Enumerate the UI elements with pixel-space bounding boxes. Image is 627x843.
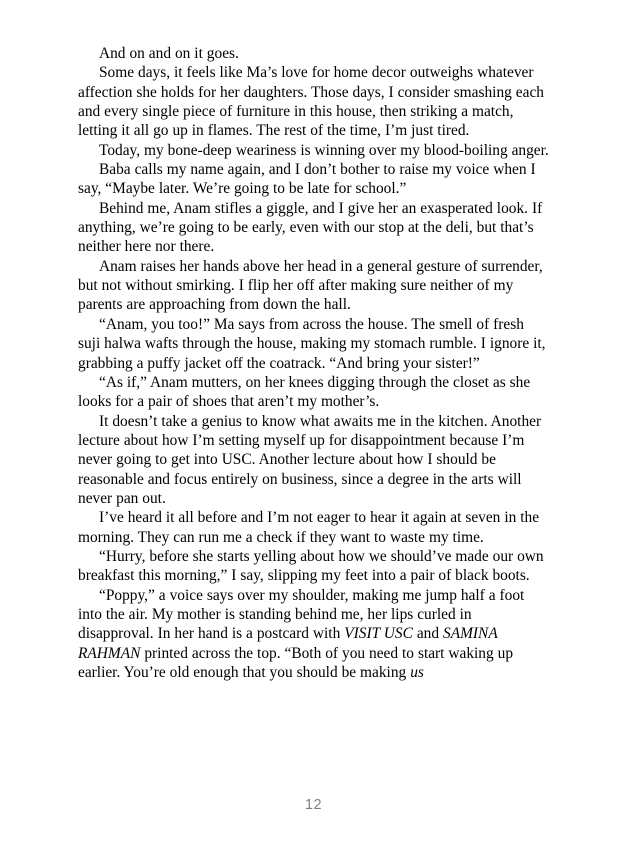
- text-run: Baba calls my name again, and I don’t bother to raise my voice when I say, “Maybe later. We’re going to be late for school.”: [78, 161, 536, 198]
- para-some-days: [78, 63, 549, 140]
- body-text-column: [78, 44, 549, 682]
- para-today-bone-deep: [78, 141, 549, 160]
- text-run: Anam raises her hands above her head in a general gesture of surrender, but not without smirking. I flip her off after making sure neither of my parents are approaching from down the hall.: [78, 257, 543, 314]
- text-run: and: [412, 625, 444, 643]
- text-run: Today, my bone-deep weariness is winning over my blood-boiling anger.: [99, 141, 549, 159]
- text-run: Behind me, Anam stifles a giggle, and I give her an exasperated look. If anything, we’re going to be early, even with our stop at the deli, but that’s neither here nor there.: [78, 199, 543, 256]
- text-run: printed across the top. “Both of you need to start waking up earlier. You’re old enough that you should be making: [78, 644, 514, 681]
- para-hurry-before-she-starts: [78, 547, 549, 586]
- text-run: “Anam, you too!” Ma says from across the house. The smell of fresh suji halwa wafts through the house, making my stomach rumble. I ignore it, grabbing a puffy jacket off the coatrack. “And bring your sister!”: [78, 315, 546, 372]
- para-behind-me-anam: [78, 199, 549, 257]
- text-run: I’ve heard it all before and I’m not eager to hear it again at seven in the morning. They can run me a check if they want to waste my time.: [78, 509, 540, 546]
- para-ive-heard-it-all: [78, 508, 549, 547]
- para-baba-calls: [78, 160, 549, 199]
- text-run: It doesn’t take a genius to know what awaits me in the kitchen. Another lecture about how I’m setting myself up for disappointment because I’m never going to get into USC. Another lecture about how I should be reasonable and focus entirely on business, since a degree in the arts will never pan out.: [78, 412, 542, 507]
- para-doesnt-take-genius: [78, 412, 549, 509]
- italic-run: VISIT USC: [344, 625, 413, 643]
- text-run: “Hurry, before she starts yelling about how we should’ve made our own breakfast this morning,” I say, slipping my feet into a pair of black boots.: [78, 547, 544, 585]
- italic-run: us: [410, 664, 424, 681]
- para-and-on-and-on: [78, 44, 549, 63]
- para-anam-you-too: [78, 315, 549, 373]
- para-as-if-anam-mutters: [78, 373, 549, 412]
- italic-run: SAMINA RAHMAN: [78, 625, 498, 662]
- text-run: And on and on it goes.: [99, 45, 239, 62]
- para-anam-raises-hands: [78, 257, 549, 315]
- page-number: 12: [305, 797, 322, 813]
- text-run: “Poppy,” a voice says over my shoulder, making me jump half a foot into the air. My mother is standing behind me, her lips curled in disapproval. In her hand is a postcard with: [78, 586, 525, 643]
- para-poppy-voice: [78, 586, 549, 683]
- text-run: Some days, it feels like Ma’s love for home decor outweighs whatever affection she holds for her daughters. Those days, I consider smashing each and every single piece of furniture in this house, then striking a match, letting it all go up in flames. The rest of the time, I’m just tired.: [78, 64, 544, 140]
- text-run: “As if,” Anam mutters, on her knees digging through the closet as she looks for a pair of shoes that aren’t my mother’s.: [78, 373, 531, 411]
